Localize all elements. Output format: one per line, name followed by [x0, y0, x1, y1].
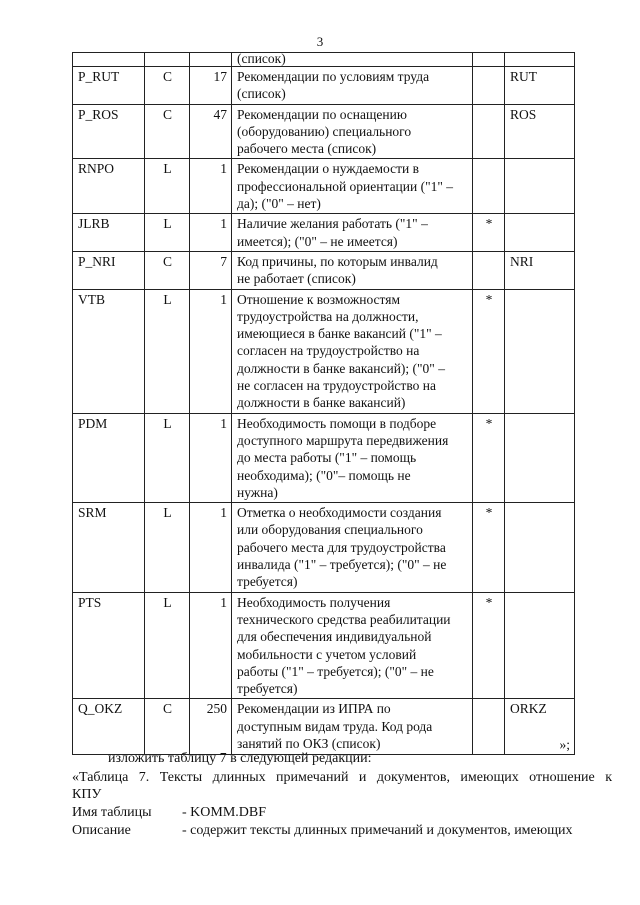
field-description-cell — [232, 592, 473, 699]
reference-code: ROS — [510, 106, 537, 122]
instruction-line: изложить таблицу 7 в следующей редакции: — [108, 751, 372, 766]
reference-code: RUT — [510, 69, 537, 84]
required-mark-cell: * — [473, 214, 505, 252]
field-name-cell: SRM — [73, 503, 145, 592]
description-line: не согласен на трудоустройство на — [237, 378, 436, 394]
table-row — [73, 67, 575, 105]
description-line: не работает (список) — [237, 271, 356, 287]
fields-table-body — [73, 53, 575, 755]
field-length-cell: 1 — [190, 214, 232, 252]
field-name-cell: JLRB — [73, 214, 145, 252]
reference-cell — [505, 289, 575, 413]
description-line: занятий по ОКЗ (список) — [237, 735, 381, 751]
field-name-cell: P_ROS — [73, 104, 145, 159]
table-row — [73, 214, 575, 252]
field-type-cell: L — [145, 289, 190, 413]
field-type-cell: L — [145, 413, 190, 502]
description-line: (список) — [237, 86, 286, 102]
description-line: согласен на трудоустройство на — [237, 343, 420, 359]
reference-cell — [505, 67, 575, 105]
reference-cell — [505, 592, 575, 699]
closing-quote-mark: »; — [559, 736, 570, 752]
required-mark-cell: * — [473, 503, 505, 592]
reference-cell — [505, 413, 575, 502]
field-length-cell: 1 — [190, 592, 232, 699]
field-type-cell: С — [145, 699, 190, 755]
table-row — [73, 159, 575, 214]
description-line: инвалида ("1" – требуется); ("0" – не — [237, 557, 447, 573]
description-line: доступным видам труда. Код рода — [237, 718, 433, 734]
field-description-cell — [232, 214, 473, 252]
field-name-cell: PDM — [73, 413, 145, 502]
field-length-cell: 7 — [190, 251, 232, 289]
description-line: Отношение к возможностям — [237, 291, 400, 307]
description-line: Рекомендации о нуждаемости в — [237, 161, 419, 177]
table-caption-continuation: КПУ — [72, 787, 102, 802]
reference-code: NRI — [510, 253, 534, 269]
reference-cell — [505, 699, 575, 755]
field-length-cell: 1 — [190, 159, 232, 214]
table-row — [73, 699, 575, 755]
description-line: Отметка о необходимости создания — [237, 505, 442, 521]
required-mark-cell — [473, 67, 505, 105]
description-line: рабочего места для трудоустройства — [237, 539, 446, 555]
description-line: для обеспечения индивидуальной — [237, 629, 432, 645]
description-line: рабочего места (список) — [237, 141, 377, 157]
field-description-cell — [232, 503, 473, 592]
description-value: - содержит тексты длинных примечаний и документов, имеющих — [182, 823, 573, 838]
description-line: до места работы ("1" – помощь — [237, 450, 417, 466]
description-line: имеется); ("0" – не имеется) — [237, 233, 398, 249]
description-line: (оборудованию) специального — [237, 123, 412, 139]
description-line: профессиональной ориентации ("1" – — [237, 178, 453, 194]
required-mark-cell: * — [473, 289, 505, 413]
field-description-cell — [232, 413, 473, 502]
description-label: Описание — [72, 823, 131, 838]
field-type-cell — [145, 53, 190, 67]
field-name-cell: P_RUT — [73, 67, 145, 105]
field-type-cell: С — [145, 67, 190, 105]
description-line: Необходимость помощи в подборе — [237, 415, 437, 431]
description-line: Рекомендации по условиям труда — [237, 69, 430, 84]
description-line: требуется) — [237, 681, 298, 697]
field-description-cell — [232, 699, 473, 755]
field-length-cell: 1 — [190, 289, 232, 413]
description-line: Код причины, по которым инвалид — [237, 253, 438, 269]
required-mark-cell: * — [473, 592, 505, 699]
field-length-cell: 47 — [190, 104, 232, 159]
required-mark-cell: * — [473, 413, 505, 502]
reference-cell — [505, 214, 575, 252]
field-name-cell: PTS — [73, 592, 145, 699]
description-line: доступного маршрута передвижения — [237, 432, 449, 448]
field-length-cell: 250 — [190, 699, 232, 755]
description-line: (список) — [237, 52, 286, 66]
description-line: должности в банке вакансий) — [237, 395, 406, 411]
description-line: Необходимость получения — [237, 594, 391, 610]
required-mark-cell — [473, 53, 505, 67]
table-row — [73, 592, 575, 699]
description-line: должности в банке вакансий); ("0" – — [237, 360, 445, 376]
table-row — [73, 289, 575, 413]
required-mark-cell — [473, 699, 505, 755]
field-type-cell: С — [145, 251, 190, 289]
description-line: Наличие желания работать ("1" – — [237, 216, 428, 232]
field-length-cell: 1 — [190, 503, 232, 592]
reference-code: ORKZ — [510, 701, 547, 717]
fields-table — [72, 52, 575, 755]
table-row — [73, 413, 575, 502]
field-length-cell: 17 — [190, 67, 232, 105]
reference-cell — [505, 159, 575, 214]
field-description-cell — [232, 104, 473, 159]
table-row — [73, 53, 575, 67]
required-mark-cell — [473, 251, 505, 289]
field-type-cell: L — [145, 592, 190, 699]
required-mark-cell — [473, 159, 505, 214]
field-length-cell — [190, 53, 232, 67]
table-name-label: Имя таблицы — [72, 805, 152, 820]
reference-cell — [505, 53, 575, 67]
table-row — [73, 251, 575, 289]
field-type-cell: L — [145, 503, 190, 592]
reference-cell — [505, 503, 575, 592]
description-line: да); ("0" – нет) — [237, 196, 321, 212]
page-number: 3 — [316, 34, 324, 49]
field-type-cell: L — [145, 214, 190, 252]
table-name-value: - KOMM.DBF — [182, 805, 267, 820]
field-length-cell: 1 — [190, 413, 232, 502]
field-name-cell — [73, 53, 145, 67]
field-description-cell — [232, 289, 473, 413]
description-line: технического средства реабилитации — [237, 611, 451, 627]
table-row — [73, 503, 575, 592]
field-type-cell: С — [145, 104, 190, 159]
description-line: или оборудования специального — [237, 522, 423, 538]
field-description-cell — [232, 159, 473, 214]
description-line: нужна) — [237, 484, 278, 500]
description-line: Рекомендации из ИПРА по — [237, 701, 391, 717]
field-description-cell — [232, 53, 473, 67]
field-name-cell: P_NRI — [73, 251, 145, 289]
description-line: Рекомендации по оснащению — [237, 106, 407, 122]
reference-cell — [505, 251, 575, 289]
table-row — [73, 104, 575, 159]
description-line: работы ("1" – требуется); ("0" – не — [237, 663, 434, 679]
reference-cell — [505, 104, 575, 159]
field-name-cell: Q_OKZ — [73, 699, 145, 755]
field-name-cell: RNPO — [73, 159, 145, 214]
description-line: мобильности с учетом условий — [237, 646, 417, 662]
field-name-cell: VTB — [73, 289, 145, 413]
description-line: необходима); ("0"– помощь не — [237, 467, 411, 483]
field-description-cell — [232, 67, 473, 105]
table-caption-line: «Таблица 7. Тексты длинных примечаний и документов, имеющих отношение к — [72, 770, 612, 785]
field-type-cell: L — [145, 159, 190, 214]
description-line: имеющиеся в банке вакансий ("1" – — [237, 326, 442, 342]
description-line: требуется) — [237, 574, 298, 590]
field-description-cell — [232, 251, 473, 289]
required-mark-cell — [473, 104, 505, 159]
description-line: трудоустройства на должности, — [237, 308, 419, 324]
